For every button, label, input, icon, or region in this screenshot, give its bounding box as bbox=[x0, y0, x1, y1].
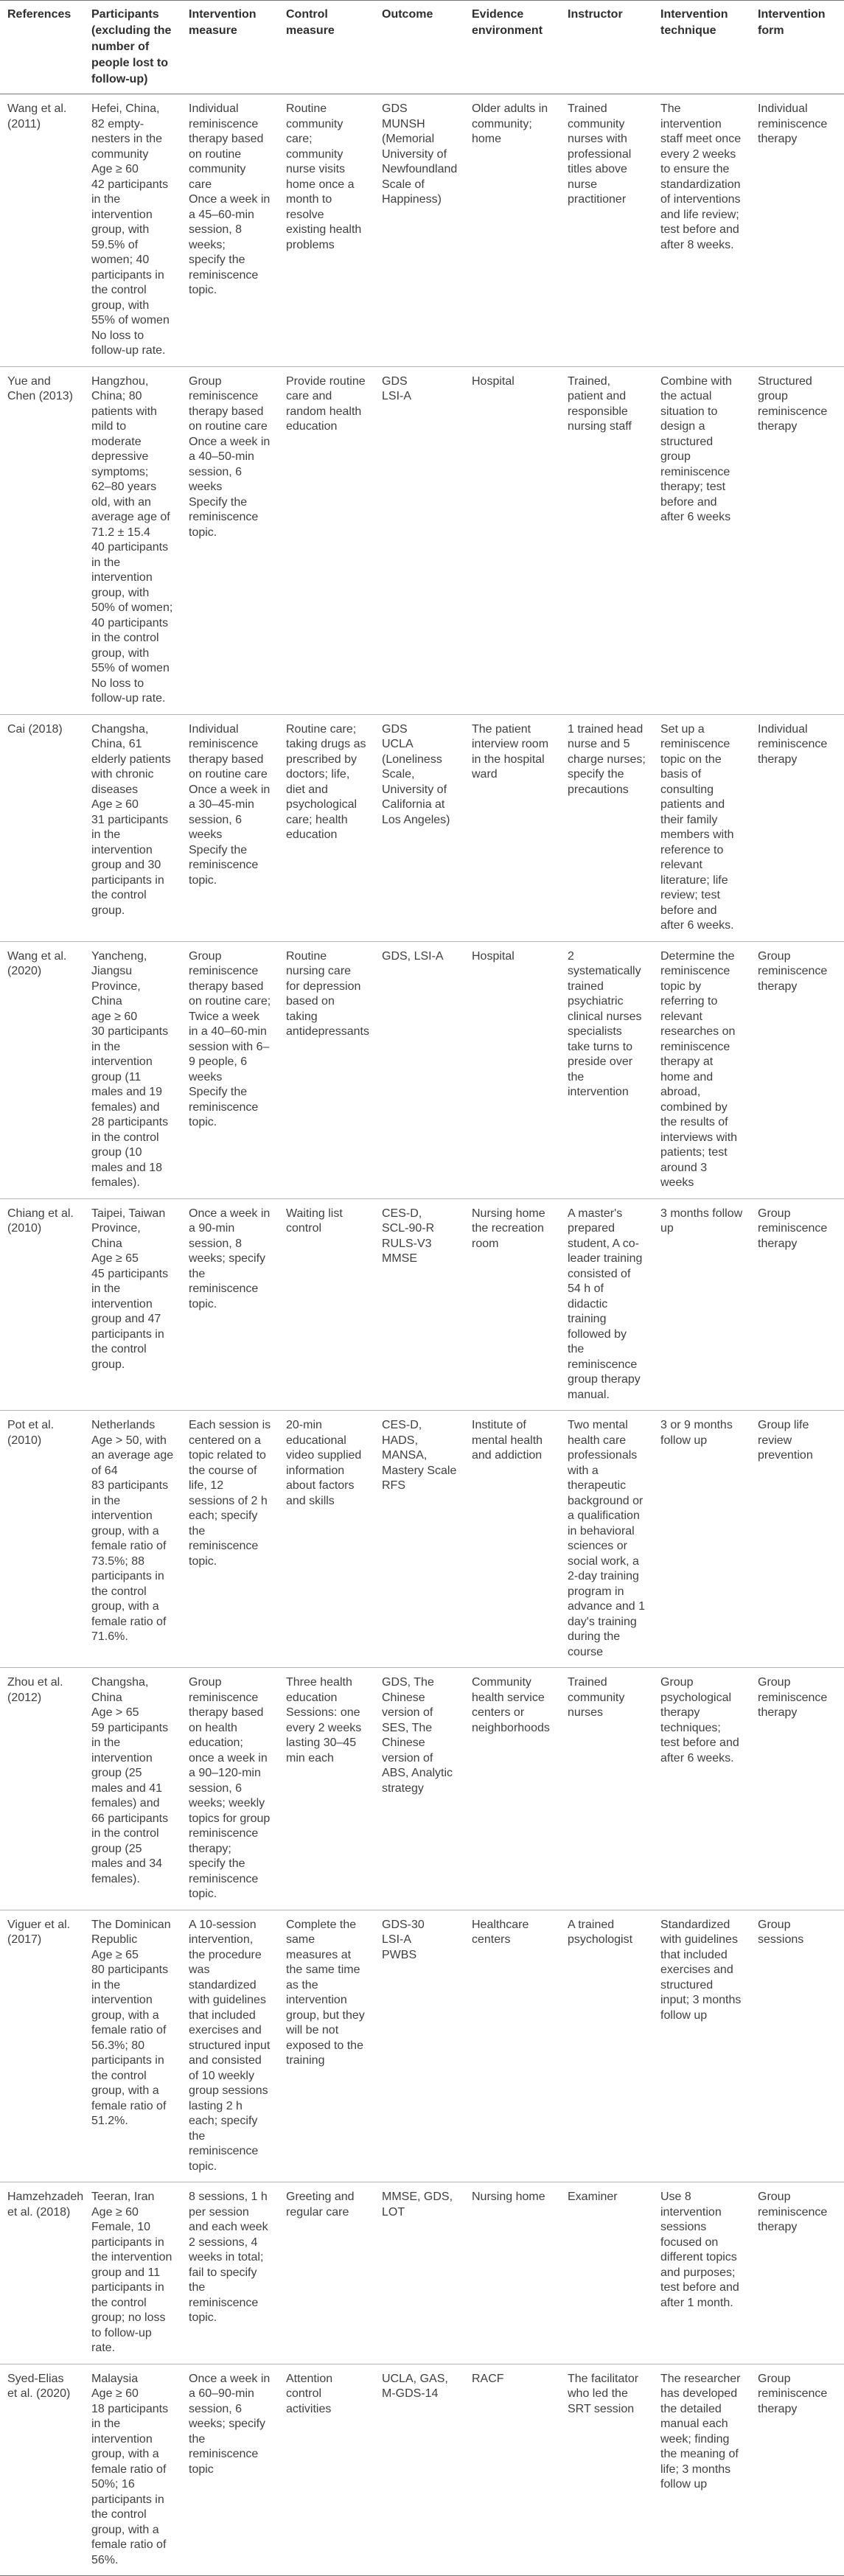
cell-text: GDS, LSI-A bbox=[382, 949, 444, 963]
cell-text: Nursing home bbox=[472, 2191, 545, 2203]
cell-text: Hefei, China, 82 empty-nesters in the community bbox=[91, 102, 163, 161]
cell-text: The patient interview room in the hospital ward bbox=[472, 722, 549, 781]
cell-text: Individual reminiscence therapy bbox=[758, 102, 828, 145]
cell-references bbox=[0, 1668, 84, 1910]
cell-outcome bbox=[374, 1668, 464, 1910]
cell-text: Hamzehzadeh et al. (2018) bbox=[7, 2191, 84, 2219]
cell-text: Individual reminiscence therapy bbox=[758, 722, 828, 766]
cell-text: Structured group reminiscence therapy bbox=[758, 374, 828, 433]
table-row bbox=[0, 1668, 844, 1910]
cell-outcome bbox=[374, 1411, 464, 1668]
cell-intervention-technique bbox=[653, 1411, 750, 1668]
cell-text: 31 participants in the intervention group and 30 participants in the control group. bbox=[91, 813, 169, 917]
cell-text: Twice a week in a 40–60-min session with 6–9 people, 6 weeks bbox=[189, 1010, 270, 1083]
cell-text: 59 participants in the intervention group (25 males and 41 females) and 66 participants in the control group (25 males and 34 females). bbox=[91, 1721, 169, 1885]
cell-text: Individual reminiscence therapy based on routine care bbox=[189, 722, 268, 781]
cell-text: RULS-V3 bbox=[382, 1237, 432, 1250]
cell-text: Age ≥ 60 bbox=[91, 798, 139, 811]
cell-text: Once a week in a 30–45-min session, 6 weeks bbox=[189, 783, 271, 841]
cell-text: Group reminiscence therapy based on routine care; bbox=[189, 949, 271, 1008]
cell-text: Group reminiscence therapy bbox=[758, 2191, 828, 2233]
cell-intervention-measure bbox=[181, 366, 279, 714]
cell-text: The Dominican Republic bbox=[91, 1918, 171, 1946]
cell-references bbox=[0, 714, 84, 941]
cell-control-measure bbox=[279, 94, 374, 367]
cell-evidence-environment bbox=[464, 366, 560, 714]
cell-text: Specify the reminiscence topic. bbox=[189, 495, 259, 539]
cell-outcome bbox=[374, 1910, 464, 2182]
cell-control-measure bbox=[279, 1411, 374, 1668]
cell-references bbox=[0, 1411, 84, 1668]
cell-text: 20-min educational video supplied information about factors and skills bbox=[286, 1419, 362, 1507]
cell-intervention-measure bbox=[181, 1411, 279, 1668]
cell-participants bbox=[84, 1668, 181, 1910]
cell-control-measure bbox=[279, 1198, 374, 1411]
cell-text: Group sessions bbox=[758, 1918, 804, 1946]
cell-text: Use 8 intervention sessions focused on different topics and purposes; test before and after 1 month. bbox=[660, 2191, 739, 2309]
table-row bbox=[0, 1910, 844, 2182]
cell-text: Set up a reminiscence topic on the basis of consulting patients and their family members with reference to relevant literature; life review; test before and after 6 weeks. bbox=[660, 722, 734, 932]
cell-text: Age > 65 bbox=[91, 1706, 139, 1719]
cell-references bbox=[0, 1198, 84, 1411]
cell-text: Group reminiscence therapy bbox=[758, 949, 828, 993]
cell-intervention-form bbox=[750, 1198, 844, 1411]
cell-text: Cai (2018) bbox=[7, 722, 63, 736]
cell-participants bbox=[84, 366, 181, 714]
cell-participants bbox=[84, 1198, 181, 1411]
cell-text: Provide routine care and random health education bbox=[286, 374, 366, 433]
cell-text: Age ≥ 65 bbox=[91, 1948, 139, 1961]
cell-evidence-environment bbox=[464, 2182, 560, 2364]
cell-text: Trained, patient and responsible nursing staff bbox=[568, 374, 632, 433]
cell-control-measure bbox=[279, 2182, 374, 2364]
cell-text: Yue and Chen (2013) bbox=[7, 374, 73, 402]
cell-text: Group reminiscence therapy based on health education; once a week in a 90–120-min session, 6 weeks; weekly topics for group reminiscence therapy; specify the reminiscence topic. bbox=[189, 1676, 271, 1900]
cell-intervention-technique bbox=[653, 941, 750, 1198]
cell-outcome bbox=[374, 1198, 464, 1411]
column-header-control-measure: Control measure bbox=[279, 1, 374, 94]
cell-instructor bbox=[560, 1198, 653, 1411]
cell-outcome bbox=[374, 2364, 464, 2576]
cell-instructor bbox=[560, 94, 653, 367]
cell-text: 40 participants in the intervention group, with 50% of women; 40 participants in the control group, with 55% of women bbox=[91, 541, 173, 674]
cell-intervention-measure bbox=[181, 941, 279, 1198]
cell-intervention-measure bbox=[181, 714, 279, 941]
cell-text: LSI-A bbox=[382, 1933, 412, 1946]
cell-text: Individual reminiscence therapy based on routine community care bbox=[189, 102, 264, 191]
cell-text: Three health education Sessions: one every 2 weeks lasting 30–45 min each bbox=[286, 1676, 362, 1765]
cell-text: 45 participants in the intervention group and 47 participants in the control group. bbox=[91, 1267, 169, 1371]
cell-text: Once a week in a 90-min session, 8 weeks; specify the reminiscence topic. bbox=[189, 1207, 271, 1310]
cell-text: Group life review prevention bbox=[758, 1419, 813, 1462]
cell-references bbox=[0, 94, 84, 367]
cell-intervention-technique bbox=[653, 2182, 750, 2364]
cell-text: Group psychological therapy techniques; test before and after 6 weeks. bbox=[660, 1676, 739, 1765]
cell-text: Trained community nurses with professional titles above nurse practitioner bbox=[568, 102, 632, 206]
cell-text: Nursing home the recreation room bbox=[472, 1207, 545, 1250]
table-row bbox=[0, 1411, 844, 1668]
cell-text: 30 participants in the intervention group (11 males and 19 females) and 28 participants in the control group (10 males and 18 females). bbox=[91, 1025, 169, 1189]
cell-outcome bbox=[374, 941, 464, 1198]
cell-text: UCLA (Loneliness Scale, University of California at Los Angeles) bbox=[382, 738, 450, 826]
cell-text: A trained psychologist bbox=[568, 1918, 633, 1946]
column-header-references: References bbox=[0, 1, 84, 94]
cell-participants bbox=[84, 2364, 181, 2576]
cell-instructor bbox=[560, 714, 653, 941]
cell-text: The intervention staff meet once every 2 weeks to ensure the standardization of interventions and life review; test before and after 8 weeks. bbox=[660, 102, 742, 251]
cell-text: Complete the same measures at the same time as the intervention group, but they will be not exposed to the training bbox=[286, 1918, 365, 2067]
cell-intervention-technique bbox=[653, 366, 750, 714]
cell-text: MMSE bbox=[382, 1252, 417, 1265]
cell-intervention-measure bbox=[181, 2364, 279, 2576]
cell-intervention-form bbox=[750, 94, 844, 367]
cell-text: Healthcare centers bbox=[472, 1918, 529, 1946]
cell-intervention-technique bbox=[653, 1668, 750, 1910]
cell-references bbox=[0, 2364, 84, 2576]
cell-text: Zhou et al. (2012) bbox=[7, 1676, 63, 1704]
cell-intervention-technique bbox=[653, 1198, 750, 1411]
cell-intervention-measure bbox=[181, 1668, 279, 1910]
column-header-participants: Participants (excluding the number of people lost to follow-up) bbox=[84, 1, 181, 94]
cell-instructor bbox=[560, 2364, 653, 2576]
cell-references bbox=[0, 1910, 84, 2182]
cell-intervention-technique bbox=[653, 714, 750, 941]
column-header-outcome: Outcome bbox=[374, 1, 464, 94]
column-header-evidence-environment: Evidence environment bbox=[464, 1, 560, 94]
column-header-intervention-measure: Intervention measure bbox=[181, 1, 279, 94]
cell-intervention-measure bbox=[181, 94, 279, 367]
cell-instructor bbox=[560, 2182, 653, 2364]
cell-text: Once a week in a 40–50-min session, 6 weeks bbox=[189, 435, 271, 493]
cell-text: 62–80 years old, with an average age of 71.2 ± 15.4 bbox=[91, 481, 170, 539]
cell-text: A 10-session intervention, the procedure was standardized with guidelines that included exercises and structured input and consisted of 10 weekly group sessions lasting 2 h each; specify the reminiscence topic. bbox=[189, 1918, 271, 2173]
cell-text: Pot et al. (2010) bbox=[7, 1419, 55, 1447]
cell-intervention-form bbox=[750, 366, 844, 714]
cell-text: 3 or 9 months follow up bbox=[660, 1419, 733, 1447]
cell-text: Group reminiscence therapy bbox=[758, 1207, 828, 1250]
cell-text: Netherlands bbox=[91, 1419, 156, 1431]
cell-text: GDS bbox=[382, 374, 408, 388]
cell-control-measure bbox=[279, 1910, 374, 2182]
cell-text: 18 participants in the intervention group, with a female ratio of 50%; 16 participants in the control group, with a female ratio of 56%. bbox=[91, 2402, 169, 2566]
cell-text: No loss to follow-up rate. bbox=[91, 329, 166, 357]
cell-evidence-environment bbox=[464, 94, 560, 367]
cell-intervention-technique bbox=[653, 1910, 750, 2182]
cell-text: GDS bbox=[382, 722, 408, 736]
cell-text: Chiang et al. (2010) bbox=[7, 1207, 74, 1235]
cell-text: Changsha, China bbox=[91, 1676, 149, 1704]
cell-text: Syed-Elias et al. (2020) bbox=[7, 2372, 71, 2400]
cell-text: Age ≥ 60 bbox=[91, 163, 139, 175]
table-header bbox=[0, 1, 844, 94]
cell-text: Age ≥ 60 bbox=[91, 2387, 139, 2400]
cell-text: Waiting list control bbox=[286, 1207, 343, 1235]
cell-evidence-environment bbox=[464, 1411, 560, 1668]
cell-intervention-technique bbox=[653, 2364, 750, 2576]
column-header-intervention-technique: Intervention technique bbox=[653, 1, 750, 94]
cell-text: 3 months follow up bbox=[660, 1207, 743, 1235]
cell-text: No loss to follow-up rate. bbox=[91, 677, 166, 705]
cell-intervention-measure bbox=[181, 1910, 279, 2182]
cell-text: Community health service centers or neighborhoods bbox=[472, 1676, 550, 1734]
cell-intervention-form bbox=[750, 2182, 844, 2364]
cell-text: age ≥ 60 bbox=[91, 1010, 138, 1023]
cell-text: The facilitator who led the SRT session bbox=[568, 2372, 639, 2415]
cell-evidence-environment bbox=[464, 1198, 560, 1411]
cell-text: GDS bbox=[382, 102, 408, 115]
table-body bbox=[0, 94, 844, 2576]
table-row bbox=[0, 941, 844, 1198]
cell-text: Greeting and regular care bbox=[286, 2191, 355, 2219]
table-row bbox=[0, 714, 844, 941]
cell-text: Age > 50, with an average age of 64 bbox=[91, 1434, 174, 1477]
table-row bbox=[0, 2364, 844, 2576]
cell-text: specify the reminiscence topic. bbox=[189, 254, 259, 296]
cell-text: Routine community care; community nurse visits home once a month to resolve existing health problems bbox=[286, 102, 362, 251]
cell-participants bbox=[84, 1910, 181, 2182]
cell-text: GDS-30 bbox=[382, 1918, 425, 1931]
cell-control-measure bbox=[279, 2364, 374, 2576]
column-header-instructor: Instructor bbox=[560, 1, 653, 94]
cell-text: 2 systematically trained psychiatric clinical nurses specialists take turns to preside over the intervention bbox=[568, 949, 642, 1098]
cell-text: MMSE, GDS, LOT bbox=[382, 2191, 453, 2219]
cell-instructor bbox=[560, 1668, 653, 1910]
cell-text: Determine the reminiscence topic by referring to relevant researches on reminiscence therapy at home and abroad, combined by the results of interviews with patients; test around 3 weeks bbox=[660, 949, 738, 1189]
cell-text: Viguer et al. (2017) bbox=[7, 1918, 71, 1946]
cell-intervention-form bbox=[750, 1910, 844, 2182]
cell-text: LSI-A bbox=[382, 390, 412, 402]
cell-control-measure bbox=[279, 366, 374, 714]
cell-instructor bbox=[560, 1910, 653, 2182]
cell-text: RFS bbox=[382, 1479, 405, 1492]
cell-outcome bbox=[374, 2182, 464, 2364]
cell-text: Yancheng, Jiangsu Province, China bbox=[91, 949, 147, 1008]
cell-control-measure bbox=[279, 941, 374, 1198]
cell-intervention-form bbox=[750, 1668, 844, 1910]
cell-text: Group reminiscence therapy bbox=[758, 2372, 828, 2415]
cell-participants bbox=[84, 94, 181, 367]
cell-text: The researcher has developed the detailed manual each week; finding the meaning of life; 3 months follow up bbox=[660, 2372, 741, 2491]
cell-text: Two mental health care professionals with a therapeutic background or a qualification in behavioral sciences or social work, a 2-day training program in advance and 1 day's training during the course bbox=[568, 1419, 645, 1658]
cell-intervention-form bbox=[750, 714, 844, 941]
cell-text: Taipei, Taiwan Province, China bbox=[91, 1207, 166, 1250]
cell-intervention-technique bbox=[653, 94, 750, 367]
cell-text: Hangzhou, China; 80 patients with mild to moderate depressive symptoms; bbox=[91, 374, 157, 478]
cell-text: Age ≥ 60 bbox=[91, 2205, 139, 2219]
cell-evidence-environment bbox=[464, 1668, 560, 1910]
cell-text: Older adults in community; home bbox=[472, 102, 548, 145]
cell-references bbox=[0, 2182, 84, 2364]
cell-text: UCLA, GAS, M-GDS-14 bbox=[382, 2372, 448, 2400]
cell-text: Standardized with guidelines that included exercises and structured input; 3 months follow up bbox=[660, 1918, 742, 2022]
cell-references bbox=[0, 941, 84, 1198]
cell-text: Teeran, Iran bbox=[91, 2191, 155, 2203]
cell-control-measure bbox=[279, 1668, 374, 1910]
cell-control-measure bbox=[279, 714, 374, 941]
cell-text: Each session is centered on a topic related to the course of life, 12 sessions of 2 h each; specify the reminiscence topic. bbox=[189, 1419, 271, 1568]
cell-text: 80 participants in the intervention group, with a female ratio of 56.3%; 80 participants in the control group, with a female ratio of 51.2%. bbox=[91, 1964, 169, 2127]
cell-text: RACF bbox=[472, 2372, 504, 2385]
table-row bbox=[0, 1198, 844, 1411]
cell-text: Age ≥ 65 bbox=[91, 1252, 139, 1265]
header-row bbox=[0, 1, 844, 94]
cell-text: SCL-90-R bbox=[382, 1222, 435, 1235]
table-row bbox=[0, 94, 844, 367]
cell-text: 83 participants in the intervention group, with a female ratio of 73.5%; 88 participants in the control group, with a female ratio of 71.6%. bbox=[91, 1479, 169, 1643]
cell-text: Attention control activities bbox=[286, 2372, 333, 2415]
cell-references bbox=[0, 366, 84, 714]
cell-outcome bbox=[374, 366, 464, 714]
cell-intervention-measure bbox=[181, 2182, 279, 2364]
cell-evidence-environment bbox=[464, 2364, 560, 2576]
cell-intervention-measure bbox=[181, 1198, 279, 1411]
cell-text: A master's prepared student, A co-leader training consisted of 54 h of didactic training followed by the reminiscence group therapy manual. bbox=[568, 1207, 643, 1401]
cell-text: Changsha, China, 61 elderly patients with chronic diseases bbox=[91, 722, 171, 796]
cell-evidence-environment bbox=[464, 714, 560, 941]
cell-instructor bbox=[560, 366, 653, 714]
cell-participants bbox=[84, 941, 181, 1198]
cell-text: Combine with the actual situation to design a structured group reminiscence therapy; test before and after 6 weeks bbox=[660, 374, 732, 523]
cell-text: 42 participants in the intervention group, with 59.5% of women; 40 participants in the control group, with 55% of women bbox=[91, 178, 170, 327]
cell-instructor bbox=[560, 1411, 653, 1668]
cell-evidence-environment bbox=[464, 1910, 560, 2182]
cell-text: Routine care; taking drugs as prescribed by doctors; life, diet and psychological care; health education bbox=[286, 722, 366, 841]
cell-text: Once a week in a 60–90-min session, 6 weeks; specify the reminiscence topic bbox=[189, 2372, 271, 2476]
cell-text: Malaysia bbox=[91, 2372, 139, 2385]
cell-outcome bbox=[374, 714, 464, 941]
cell-evidence-environment bbox=[464, 941, 560, 1198]
cell-text: Wang et al. (2011) bbox=[7, 102, 67, 130]
table-row bbox=[0, 366, 844, 714]
cell-text: CES-D, HADS, MANSA, Mastery Scale bbox=[382, 1419, 457, 1477]
cell-text: Examiner bbox=[568, 2191, 618, 2203]
cell-text: CES-D, bbox=[382, 1207, 422, 1220]
cell-text: Trained community nurses bbox=[568, 1676, 625, 1719]
cell-text: Group reminiscence therapy based on routine care bbox=[189, 374, 268, 433]
cell-text: Hospital bbox=[472, 374, 515, 388]
table-row bbox=[0, 2182, 844, 2364]
cell-instructor bbox=[560, 941, 653, 1198]
cell-intervention-form bbox=[750, 941, 844, 1198]
cell-text: Specify the reminiscence topic. bbox=[189, 1086, 259, 1128]
cell-participants bbox=[84, 2182, 181, 2364]
cell-text: Once a week in a 45–60-min session, 8 weeks; bbox=[189, 193, 271, 251]
cell-text: GDS, The Chinese version of SES, The Chinese version of ABS, Analytic strategy bbox=[382, 1676, 453, 1795]
cell-text: Wang et al. (2020) bbox=[7, 949, 67, 977]
cell-text: Female, 10 participants in the intervention group and 11 participants in the control group; no loss to follow-up rate. bbox=[91, 2221, 172, 2354]
cell-text: 8 sessions, 1 h per session and each week 2 sessions, 4 weeks in total; fail to specify the reminiscence topic. bbox=[189, 2191, 268, 2324]
column-header-intervention-form: Intervention form bbox=[750, 1, 844, 94]
cell-text: Hospital bbox=[472, 949, 515, 963]
cell-intervention-form bbox=[750, 2364, 844, 2576]
cell-intervention-form bbox=[750, 1411, 844, 1668]
cell-participants bbox=[84, 1411, 181, 1668]
cell-text: Routine nursing care for depression based on taking antidepressants bbox=[286, 949, 369, 1038]
cell-text: MUNSH (Memorial University of Newfoundland Scale of Happiness) bbox=[382, 117, 458, 206]
cell-text: PWBS bbox=[382, 1948, 417, 1961]
cell-outcome bbox=[374, 94, 464, 367]
cell-text: Group reminiscence therapy bbox=[758, 1676, 828, 1719]
cell-text: Specify the reminiscence topic. bbox=[189, 843, 259, 887]
cell-participants bbox=[84, 714, 181, 941]
cell-text: Institute of mental health and addiction bbox=[472, 1419, 543, 1462]
cell-text: 1 trained head nurse and 5 charge nurses; specify the precautions bbox=[568, 722, 646, 796]
